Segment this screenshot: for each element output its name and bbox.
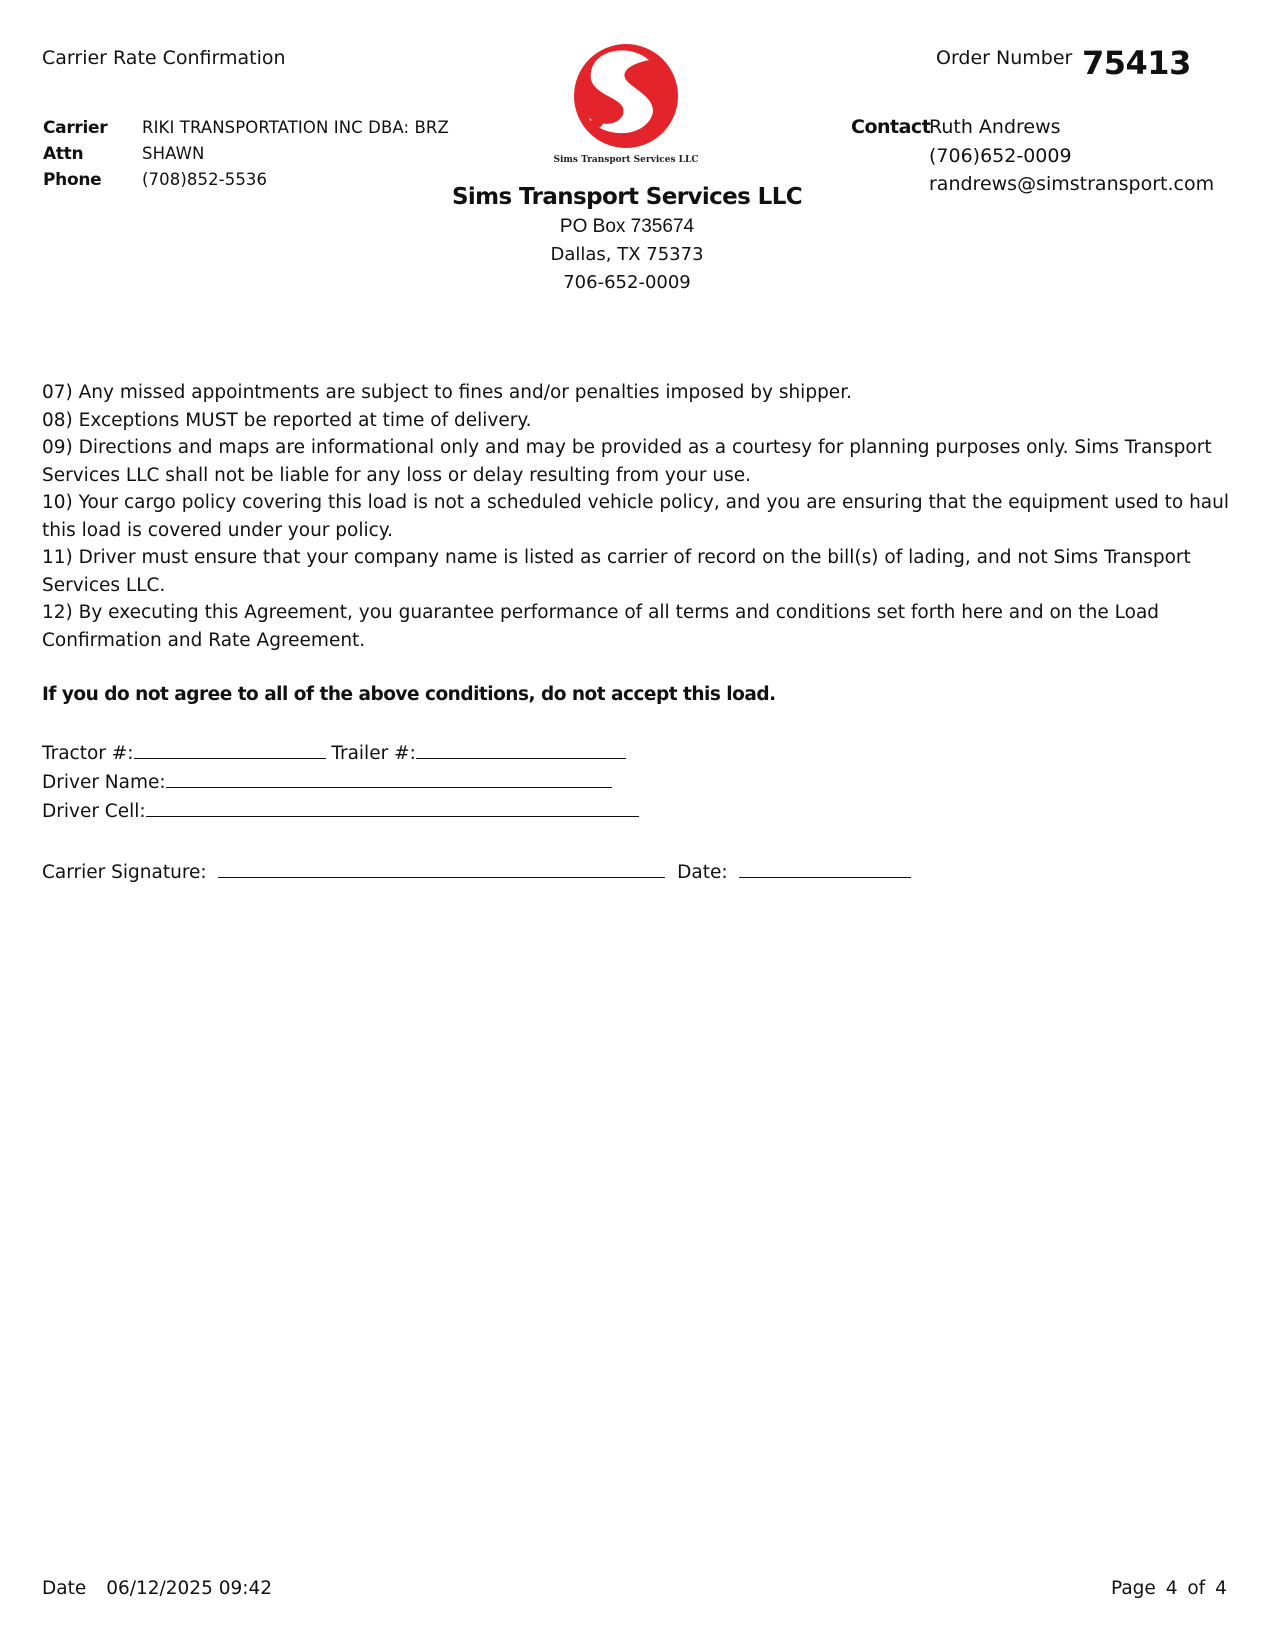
signature-row <box>42 858 911 883</box>
document-title: Carrier Rate Confirmation <box>42 47 286 69</box>
company-address <box>427 182 827 297</box>
carrier-signature-label: Carrier Signature: <box>42 862 207 883</box>
term-item: 08) Exceptions MUST be reported at time of delivery. <box>42 409 532 431</box>
carrier-info <box>43 115 449 193</box>
phone-row <box>43 167 449 193</box>
carrier-signature-field[interactable] <box>218 858 665 878</box>
page-indicator <box>1111 1578 1227 1599</box>
page-total: 4 <box>1215 1578 1227 1599</box>
page-of: of <box>1187 1578 1206 1599</box>
tractor-field[interactable] <box>134 739 326 759</box>
company-logo <box>553 38 699 168</box>
acceptance-warning: If you do not agree to all of the above conditions, do not accept this load. <box>42 684 776 705</box>
carrier-label: Carrier <box>43 118 108 138</box>
phone-value: (708)852-5536 <box>142 170 268 189</box>
term-item: 09) Directions and maps are informational only and may be provided as a courtesy for planning purposes only. Sims Transport Services LLC shall not be liable for any loss or delay resulting from your use. <box>42 437 1212 486</box>
footer-date-value: 06/12/2025 09:42 <box>106 1578 273 1599</box>
attn-row <box>43 141 449 167</box>
company-phone: 706-652-0009 <box>563 272 691 293</box>
driver-name-field[interactable] <box>166 768 612 788</box>
term-item: 10) Your cargo policy covering this load is not a scheduled vehicle policy, and you are ensuring that the equipment used to haul this load is covered under your policy. <box>42 492 1229 541</box>
signature-date-label: Date: <box>677 862 728 883</box>
term-item: 12) By executing this Agreement, you guarantee performance of all terms and conditions set forth here and on the Load Confirmation and Rate Agreement. <box>42 602 1160 651</box>
trailer-label: Trailer #: <box>331 743 416 764</box>
phone-label: Phone <box>43 170 102 190</box>
tractor-trailer-row <box>42 739 639 768</box>
company-address-line2: Dallas, TX 75373 <box>550 244 704 265</box>
term-item: 11) Driver must ensure that your company name is listed as carrier of record on the bill(s) of lading, and not Sims Transport Services LLC. <box>42 547 1191 596</box>
contact-phone: (706)652-0009 <box>929 144 1072 167</box>
logo-text: Sims Transport Services LLC <box>553 155 699 165</box>
carrier-row <box>43 115 449 141</box>
driver-fields <box>42 739 639 826</box>
attn-value: SHAWN <box>142 144 205 163</box>
driver-name-row <box>42 768 639 797</box>
footer-date <box>42 1578 272 1599</box>
carrier-value: RIKI TRANSPORTATION INC DBA: BRZ <box>142 118 449 137</box>
footer-date-label: Date <box>42 1578 87 1599</box>
company-name: Sims Transport Services LLC <box>451 184 803 210</box>
signature-date-field[interactable] <box>739 858 911 878</box>
page-current: 4 <box>1165 1578 1178 1599</box>
driver-cell-field[interactable] <box>146 797 639 817</box>
trailer-field[interactable] <box>416 739 626 759</box>
order-number: 75413 <box>1082 44 1191 82</box>
order-number-label: Order Number <box>936 47 1073 69</box>
attn-label: Attn <box>43 144 84 164</box>
driver-cell-row <box>42 797 639 826</box>
contact-email[interactable]: randrews@simstransport.com <box>929 173 1215 195</box>
driver-cell-label: Driver Cell: <box>42 801 146 822</box>
page-label: Page <box>1111 1578 1156 1599</box>
company-address-line1: PO Box 735674 <box>559 216 695 237</box>
terms-list <box>42 379 1242 654</box>
contact-label: Contact <box>851 116 931 138</box>
contact-info <box>929 113 1214 199</box>
tractor-label: Tractor #: <box>42 743 134 764</box>
contact-name: Ruth Andrews <box>929 116 1061 138</box>
term-item: 07) Any missed appointments are subject to fines and/or penalties imposed by shipper. <box>42 382 852 403</box>
driver-name-label: Driver Name: <box>42 772 166 793</box>
